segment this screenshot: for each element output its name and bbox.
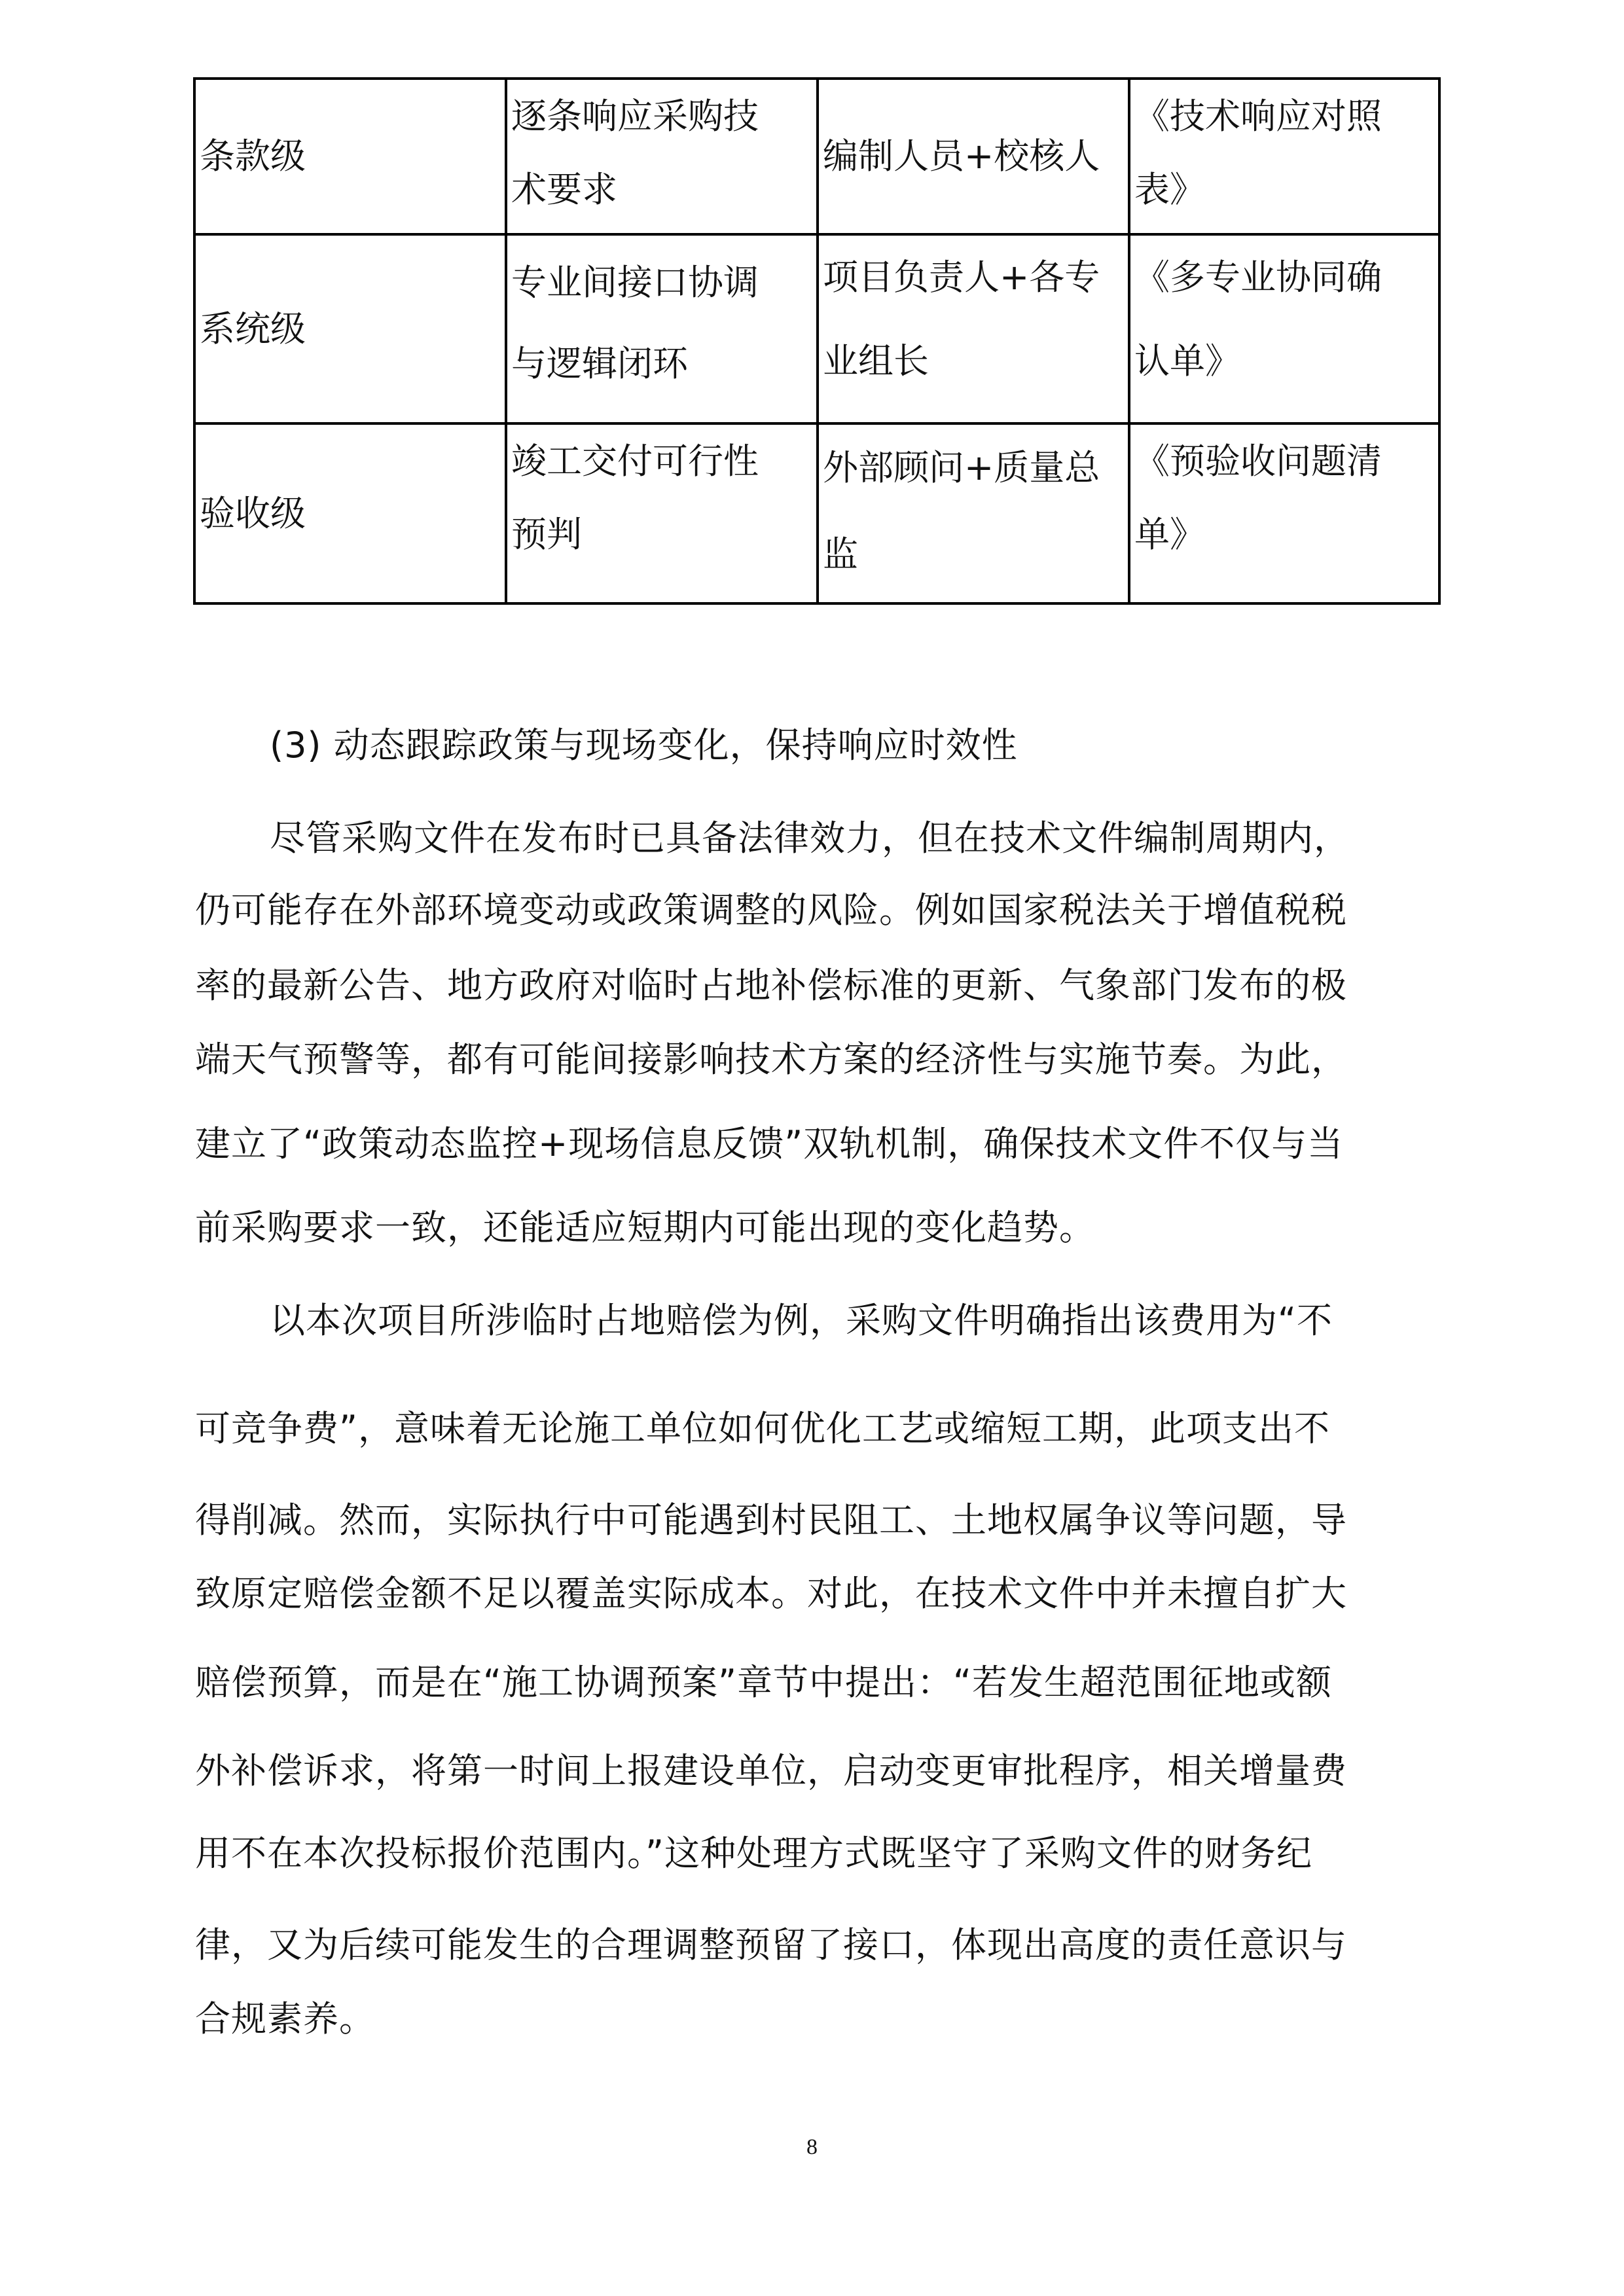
paragraph-line: 致原定赔偿金额不足以覆盖实际成本。对此，在技术文件中并未擅自扩大 — [195, 1573, 1347, 1614]
table-row — [194, 234, 1439, 423]
cell-text: 竣工交付可行性 — [511, 440, 759, 482]
cell-text: 条款级 — [200, 135, 306, 177]
cell-text: 项目负责人+各专 — [823, 257, 1100, 298]
paragraph-line: 外补偿诉求，将第一时间上报建设单位，启动变更审批程序，相关增量费 — [195, 1750, 1347, 1791]
paragraph-line: 得削减。然而，实际执行中可能遇到村民阻工、土地权属争议等问题，导 — [195, 1499, 1347, 1541]
review-level-table — [193, 77, 1441, 605]
table-cell-level — [194, 234, 506, 423]
cell-text: 系统级 — [200, 308, 306, 350]
cell-text: 《预验收问题清 — [1134, 440, 1382, 482]
cell-text: 监 — [823, 533, 858, 575]
cell-text: 单》 — [1134, 514, 1205, 555]
paragraph-line: 率的最新公告、地方政府对临时占地补偿标准的更新、气象部门发布的极 — [195, 965, 1347, 1006]
cell-text: 术要求 — [511, 169, 617, 210]
cell-text: 与逻辑闭环 — [511, 343, 688, 384]
table-cell-level — [194, 79, 506, 234]
paragraph-line: 律，又为后续可能发生的合理调整预留了接口，体现出高度的责任意识与 — [195, 1924, 1347, 1965]
table-cell-output — [1129, 234, 1439, 423]
cell-text: 外部顾问+质量总 — [823, 447, 1100, 488]
paragraph-line: 建立了“政策动态监控+现场信息反馈”双轨机制，确保技术文件不仅与当 — [195, 1123, 1344, 1164]
table-row — [194, 423, 1439, 603]
paragraph-line: 仍可能存在外部环境变动或政策调整的风险。例如国家税法关于增值税税 — [195, 889, 1347, 931]
table-cell-responsible — [818, 234, 1129, 423]
cell-text: 《技术响应对照 — [1134, 96, 1382, 137]
table-row — [194, 79, 1439, 234]
cell-text: 认单》 — [1134, 340, 1240, 382]
table-cell-responsible — [818, 423, 1129, 603]
table-cell-output — [1129, 423, 1439, 603]
paragraph-line: 尽管采购文件在发布时已具备法律效力，但在技术文件编制周期内， — [270, 817, 1350, 859]
cell-text: 专业间接口协调 — [511, 262, 759, 303]
cell-text: 编制人员+校核人 — [823, 135, 1100, 177]
table-cell-content — [506, 423, 818, 603]
table-cell-content — [506, 234, 818, 423]
section-heading: (3) 动态跟踪政策与现场变化，保持响应时效性 — [270, 725, 1018, 766]
cell-text: 表》 — [1134, 169, 1205, 210]
paragraph-line: 前采购要求一致，还能适应短期内可能出现的变化趋势。 — [195, 1207, 1095, 1248]
cell-text: 逐条响应采购技 — [511, 96, 759, 137]
paragraph-line: 以本次项目所涉临时占地赔偿为例，采购文件明确指出该费用为“不 — [270, 1300, 1333, 1341]
paragraph-line: 合规素养。 — [195, 1998, 375, 2039]
paragraph-line: 端天气预警等，都有可能间接影响技术方案的经济性与实施节奏。为此， — [195, 1039, 1347, 1080]
cell-text: 验收级 — [200, 492, 306, 534]
cell-text: 《多专业协同确 — [1134, 257, 1382, 298]
paragraph-line: 可竞争费”，意味着无论施工单位如何优化工艺或缩短工期，此项支出不 — [195, 1408, 1330, 1449]
table-cell-responsible — [818, 79, 1129, 234]
page-number: 8 — [806, 2135, 818, 2159]
table-cell-content — [506, 79, 818, 234]
cell-text: 业组长 — [823, 340, 929, 382]
paragraph-line: 赔偿预算，而是在“施工协调预案”章节中提出：“若发生超范围征地或额 — [195, 1662, 1332, 1703]
paragraph-line: 用不在本次投标报价范围内。”这种处理方式既坚守了采购文件的财务纪 — [195, 1833, 1312, 1874]
table-cell-output — [1129, 79, 1439, 234]
cell-text: 预判 — [511, 514, 582, 555]
table-cell-level — [194, 423, 506, 603]
